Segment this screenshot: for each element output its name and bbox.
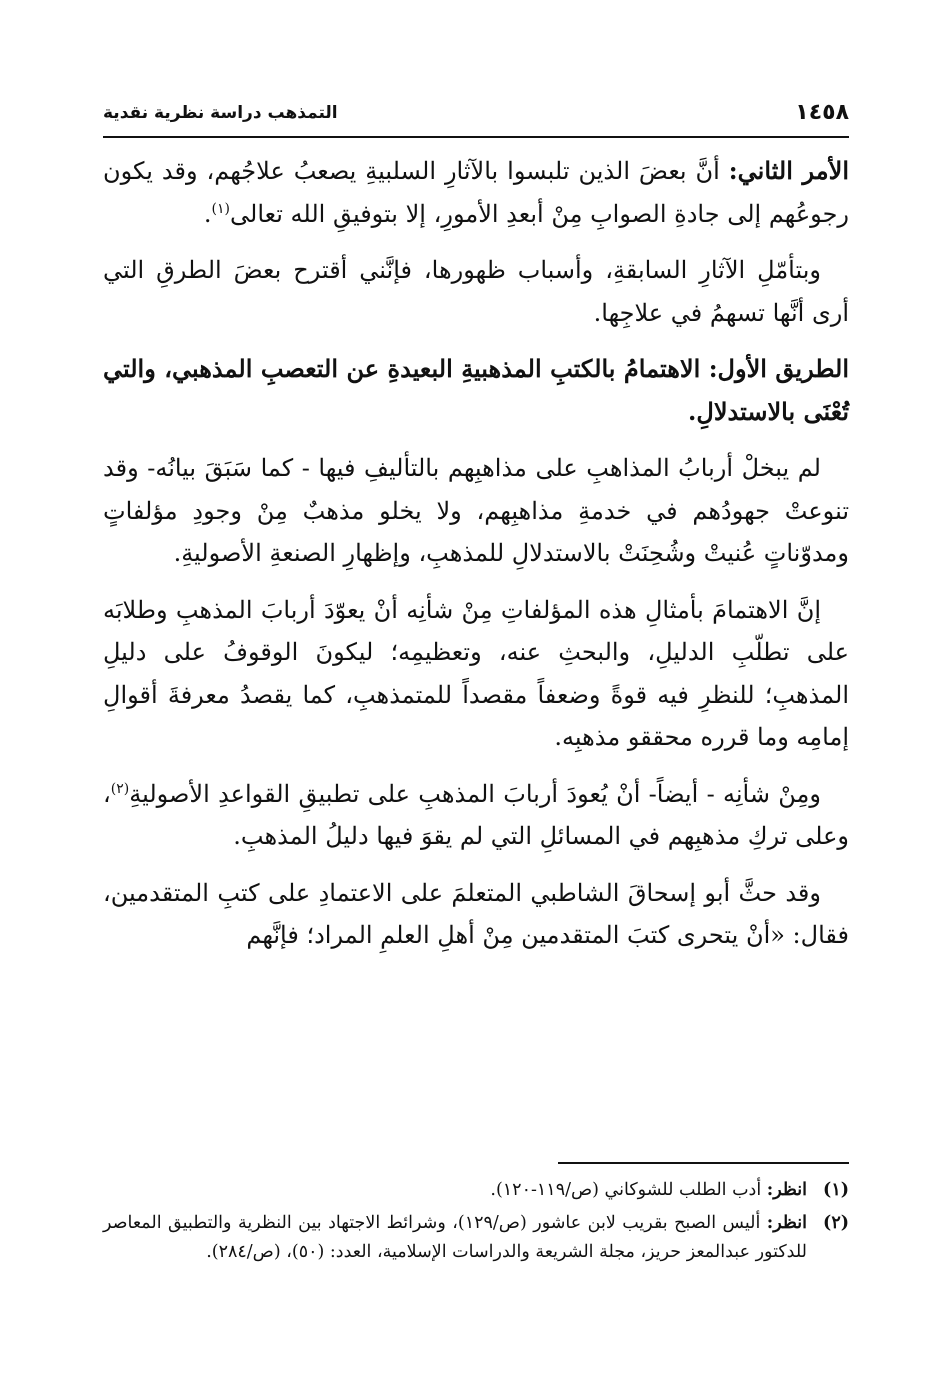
footnote-number: (٢)	[823, 1213, 849, 1233]
footnote-ref: (٢)	[110, 780, 130, 797]
paragraph: لم يبخلْ أربابُ المذاهبِ على مذاهبِهم بالتأليفِ فيها - كما سَبَقَ بيانُه- وقد تنوعتْ جهودُهم في خدمةِ مذاهبِهم، ولا يخلو مذهبٌ مِنْ وجودِ مؤلفاتٍ ومدوّناتٍ عُنيتْ وشُحِنَتْ بالاستدلالِ للمذهبِ، وإظهارِ الصنعةِ الأصوليةِ.	[103, 454, 849, 567]
footnote-lead: انظر:	[766, 1180, 807, 1200]
paragraph	[103, 150, 849, 235]
footnote-body: أليس الصبح بقريب لابن عاشور (ص/١٢٩)، وشرائط الاجتهاد بين النظرية والتطبيق المعاصر للدكتور عبدالمعز حريز، مجلة الشريعة والدراسات الإسلامية، العدد: (٥٠)، (ص/٢٨٤).	[103, 1213, 807, 1262]
footnote-lead: انظر:	[766, 1213, 807, 1233]
footnote-text	[103, 1176, 807, 1205]
running-title: التمذهب دراسة نظرية نقدية	[103, 103, 338, 123]
footnote-body: أدب الطلب للشوكاني (ص/١١٩-١٢٠).	[490, 1180, 767, 1200]
paragraph-text: أنَّ بعضَ الذين تلبسوا بالآثارِ السلبيةِ يصعبُ علاجُهم، وقد يكون رجوعُهم إلى جادةِ الصوابِ مِنْ أبعدِ الأمورِ، إلا بتوفيقِ الله تعالى	[103, 157, 849, 228]
paragraph-tail: .	[203, 199, 212, 228]
paragraph	[103, 773, 849, 858]
paragraph-text: ومِنْ شأنِه - أيضاً- أنْ يُعودَ أربابَ المذهبِ على تطبيقِ القواعدِ الأصوليةِ	[129, 779, 821, 808]
footnote-ref: (١)	[211, 200, 230, 217]
footnote	[103, 1209, 849, 1267]
paragraph: إنَّ الاهتمامَ بأمثالِ هذه المؤلفاتِ مِنْ شأنِه أنْ يعوّدَ أربابَ المذهبِ وطلابَه على تطلّبِ الدليلِ، والبحثِ عنه، وتعظيمِه؛ ليكونَ الوقوفُ على دليلِ المذهبِ؛ للنظرِ فيه قوةً وضعفاً مقصداً للمتمذهبِ، كما يقصدُ معرفةَ أقوالِ إمامِه وما قرره محققو مذهبِه.	[103, 595, 849, 751]
paragraph: وقد حثَّ أبو إسحاقَ الشاطبي المتعلمَ على الاعتمادِ على كتبِ المتقدمين، فقال: «أنْ يتحرى كتبَ المتقدمين مِنْ أهلِ العلمِ المراد؛ فإنَّهم	[103, 878, 849, 949]
page-header	[103, 100, 849, 138]
section-heading: الطريق الأول: الاهتمامُ بالكتبِ المذهبيةِ البعيدةِ عن التعصبِ المذهبي، والتي تُعْنَى بالاستدلالِ.	[103, 354, 849, 426]
footnotes	[103, 1176, 849, 1271]
footnote	[103, 1176, 849, 1205]
footnote-number: (١)	[823, 1180, 849, 1200]
paragraph-tail: ، وعلى تركِ مذهبِهم في المسائلِ التي لم يقوَ فيها دليلُ المذهبِ.	[103, 779, 849, 850]
footnote-divider	[558, 1162, 849, 1164]
page-number: ١٤٥٨	[795, 100, 849, 125]
main-text	[103, 150, 849, 971]
paragraph-lead: الأمر الثاني:	[728, 156, 850, 185]
footnote-text	[103, 1209, 807, 1267]
paragraph: وبتأمّلِ الآثارِ السابقةِ، وأسباب ظهورها، فإنَّني أقترح بعضَ الطرقِ التي أرى أنَّها تسهمُ في علاجِها.	[103, 256, 849, 327]
